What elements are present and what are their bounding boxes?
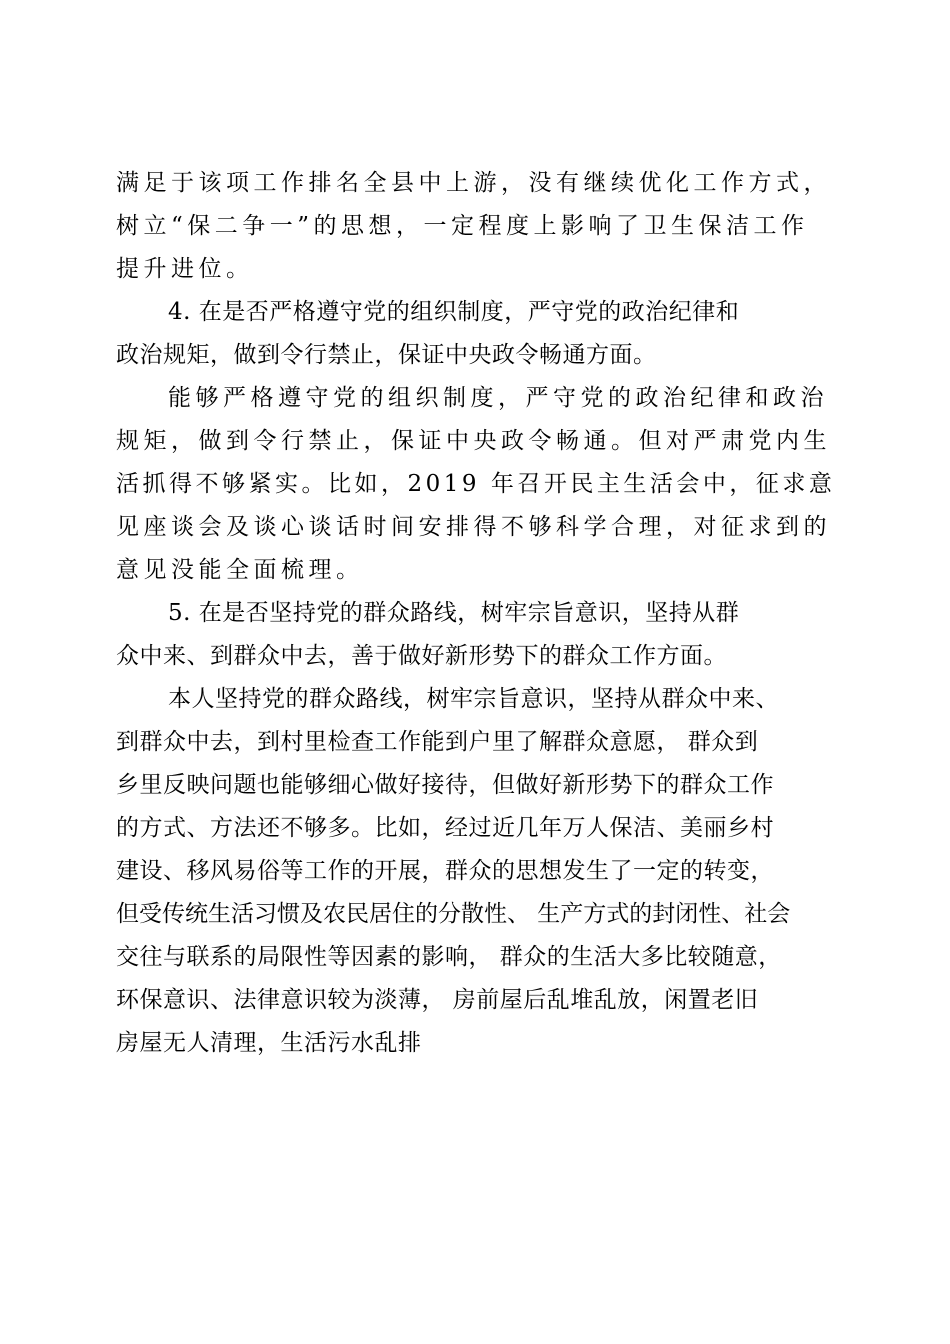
body-text-line: 满足于该项工作排名全县中上游，没有继续优化工作方式， — [116, 170, 831, 196]
body-text-line: 的方式、方法还不够多。比如，经过近几年万人保洁、美丽乡村 — [116, 815, 774, 841]
body-text-line: 提升进位。 — [116, 256, 254, 282]
body-text-line: 能够严格遵守党的组织制度，严守党的政治纪律和政治 — [168, 385, 828, 411]
body-text-line: 见座谈会及谈心谈话时间安排得不够科学合理，对征求到的 — [116, 514, 831, 540]
body-text-line: 建设、移风易俗等工作的开展，群众的思想发生了一定的转变， — [116, 858, 774, 884]
body-text-line: 规矩，做到令行禁止，保证中央政令畅通。但对严肃党内生 — [116, 428, 831, 454]
body-text-line: 活抓得不够紧实。比如，2019 年召开民主生活会中，征求意 — [116, 471, 836, 497]
body-text-line: 环保意识、法律意识较为淡薄， 房前屋后乱堆乱放，闲置老旧 — [116, 987, 759, 1013]
body-text-line: 但受传统生活习惯及农民居住的分散性、 生产方式的封闭性、社会 — [116, 901, 791, 927]
body-text-line: 交往与联系的局限性等因素的影响， 群众的生活大多比较随意， — [116, 944, 782, 970]
body-text-line: 本人坚持党的群众路线，树牢宗旨意识，坚持从群众中来、 — [168, 686, 779, 712]
section-heading-4: 4. 在是否严格遵守党的组织制度，严守党的政治纪律和 — [168, 299, 740, 325]
body-text-line: 树立“保二争一”的思想，一定程度上影响了卫生保洁工作 — [116, 213, 809, 239]
body-text-line: 意见没能全面梳理。 — [116, 557, 364, 583]
section-heading-4-cont: 政治规矩，做到令行禁止，保证中央政令畅通方面。 — [116, 342, 657, 368]
body-text-line: 到群众中去，到村里检查工作能到户里了解群众意愿， 群众到 — [116, 729, 759, 755]
section-heading-5-cont: 众中来、到群众中去，善于做好新形势下的群众工作方面。 — [116, 643, 727, 669]
section-heading-5: 5. 在是否坚持党的群众路线，树牢宗旨意识，坚持从群 — [168, 600, 740, 626]
body-text-line: 房屋无人清理，生活污水乱排 — [116, 1030, 422, 1056]
body-text-line: 乡里反映问题也能够细心做好接待，但做好新形势下的群众工作 — [116, 772, 774, 798]
